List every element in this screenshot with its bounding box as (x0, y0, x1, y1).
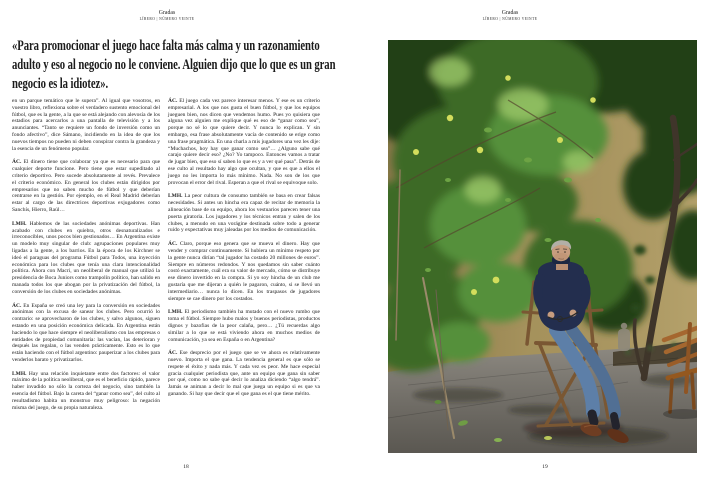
speaker-tag: ÁC. (12, 159, 22, 166)
speaker-tag: ÁC. (168, 350, 178, 357)
issue-line: LÍBERO | NÚMERO VEINTE (482, 17, 538, 22)
paragraph: en un parque temático que le supera”. Al igual que vosotros, en vuestro libro, reflexiona sobre el verdadero sustento emocional del fútbol, que es la gente, a la que se está alejando con alevosía de los estadios para acercarlos a una pantalla de televisión y a los anunciantes. “Tanto se requiere un fondo de inversión como un fondo afectivo”, dice Sámano, incidiendo en la idea de que los nuevos tiempos no pueden ni deben conspirar contra la grandeza y la esencia de un fenómeno popular. (12, 98, 160, 152)
paragraph: LMH. Hablemos de las sociedades anónimas deportivas. Han acabado con clubes en quiebra, otros desnaturalizados e irreconocibles, unos pocos bien gestionados… En Argentina existe un modelo muy singular de club: agrupaciones populares muy ligadas a la gente, a los barrios. En la época de los Kirchner se ideó el paraguas del programa Fútbol para Todos, una inyección económica para los clubes que tenía una clara intencionalidad política. Ahora con Macri, un neoliberal de manual que utilizó la presidencia de Boca Juniors como trampolín político, han salido en manada todos los que abogan por la privatización del fútbol, la conversión de los clubes en sociedades anónimas. (12, 220, 161, 295)
paragraph: ÁC. El dinero tiene que colaborar ya que es necesario para que cualquier deporte funcione. Pero tiene que estar supeditado al criterio deportivo. Pero sucede absolutamente al revés. Prevalece el criterio económico. En general los clubes están dirigidos por empresarios que no saben mucho de fútbol y que deberían centrarse en la gestión. Por ejemplo, en el Real Madrid deberían estar al cargo de las directrices deportivas exjugadores como Sanchís, Hierro, Raúl… (12, 159, 161, 213)
sock (614, 416, 616, 426)
paragraph: LMH. El periodismo también ha mutado con el nuevo rumbo que toma el fútbol. Siempre hubo malos y buenos periodistas, productos dignos y bazofias de la peor calaña, pero… ¿Tú recuerdas algo similar a lo que se está viviendo ahora en muchos medios de comunicación, ya sea en España o en Argentina? (168, 309, 320, 343)
speaker-tag: ÁC. (168, 241, 178, 248)
portrait-photo (388, 40, 697, 453)
section-title: Gradas (158, 10, 176, 16)
page-number-right: 19 (542, 463, 548, 470)
page-number-left: 18 (183, 463, 189, 470)
paragraph: ÁC. Claro, porque eso genera que se mueva el dinero. Hay que vender y comprar continuamente. Si hubiera un mínimo respeto por la gente nunca dirían “tal jugador ha costado 20 millones de euros”. Siempre en números redondos. Y nos quedamos sin saber cuánto costó exactamente, cuál era su valor de mercado, cómo se distribuye ese dinero invertido en la compra. Si yo soy hincha de un club me gustaría que me dijeran a quién le pagaron, cuánto, si se llevó un intermediario… nunca lo dicen. En los traspasos de jugadores siempre se cae dinero por los costados. (168, 241, 320, 302)
left-page-masthead (12, 11, 322, 22)
text-column-2 (168, 98, 320, 405)
speaker-tag: LMH. (12, 370, 27, 377)
paragraph: LMH. Hay una relación inquietante entre dos factores: el valor máximo de la política neoliberal, que es el beneficio rápido, parece haber invadido no sólo la corteza del negocio, sino también la esencia del fútbol. Bajo la careta del “ganar como sea”, del culto al resultadismo habita un monstruo muy peligroso: la negación misma del juego, de su propia naturaleza. (12, 370, 161, 411)
speaker-tag: ÁC. (168, 98, 178, 104)
text-column-1 (12, 98, 160, 418)
paragraph: LMH. La peor cultura de consumo también se basa en crear falsas necesidades. Si antes un hincha era capaz de recitar de memoria la alineación base de su equipo, ahora los vestuarios parecen tener una puerta giratoria. Los jugadores y los técnicos entran y salen de los clubes, a menudo en una vorágine destinada sobre todo a generar ruido y expectativas muy jaleadas por los medios de comunicación. (168, 193, 321, 234)
sock (592, 414, 594, 422)
right-page (360, 0, 720, 485)
right-page-masthead (360, 11, 660, 22)
speaker-tag: LMH. (168, 309, 183, 316)
speaker-tag: LMH. (12, 220, 27, 227)
pull-quote: «Para promocionar el juego hace falta más calma y un razonamiento adulto y eso al negocio no le conviene. Alguien dijo que lo que es un gran negocio es la idiotez». (12, 38, 336, 92)
neck (556, 264, 568, 270)
speaker-tag: LMH. (168, 193, 183, 200)
issue-line: LÍBERO | NÚMERO VEINTE (139, 17, 195, 22)
paragraph: ÁC. En España se creó una ley para la conversión en sociedades anónimas con la excusa de sanear los clubes. Pero ocurrió lo contrario: se aprovecharon de los clubes, y salvo algunos, siguen estando en una posición económica delicada. En Argentina están haciendo lo que hace siempre el neoliberalismo con las empresas o entidades de propiedad comunitaria: las vacían, las deterioran y después las regalan, o las venden prácticamente. Esto es lo que están haciendo con el fútbol argentino: pauperizar a los clubes para venderlos barato y privatizarlos. (12, 302, 161, 363)
section-title: Gradas (501, 10, 519, 16)
paragraph: ÁC. Ese desprecio por el juego que se ve ahora es relativamente nuevo. Importa el que gana. La tendencia general es que sólo se respete el éxito y nada más. Y cada vez es peor. Me hace especial gracia cualquier periodista que, ante un equipo que gana sin saber por qué, como no sabe qué decir lo analiza diciendo “algo tendrá”. Jamás se animan a decir lo mal que juega un equipo si es que va ganando. Si hay que decir que el que gana es el que tiene mérito. (168, 350, 320, 398)
paragraph: ÁC. El juego cada vez parece interesar menos. Y ese es un criterio empresarial. A los que nos gusta el buen fútbol, y que los equipos jueguen bien, nos dicen que vendemos humo. Pues yo quisiera que alguna vez alguien me explique qué es eso de “ganar como sea”, porque no sé lo que quiere decir. Y nunca lo explican. Y sin embargo, esa frase absolutamente vacía de contenido se erige como una frase pragmática. En una charla a mis jugadores una vez les dije: “Muchachos, hoy hay que ganar como sea”… ¿Alguno sabe qué carajo quiere decir eso? ¿No? Yo tampoco. Entonces vamos a tratar de jugar bien, que eso sí saben lo que es y a ver qué pasa”. Detrás de ese culto al resultado hay algo que ocultan, y que es que a ellos el juego no les importa lo más mínimo. Nada. No son de los que provocan el error del rival. Esperan a que el rival se equivoque solo. (168, 98, 321, 186)
speaker-tag: ÁC. (12, 302, 22, 309)
